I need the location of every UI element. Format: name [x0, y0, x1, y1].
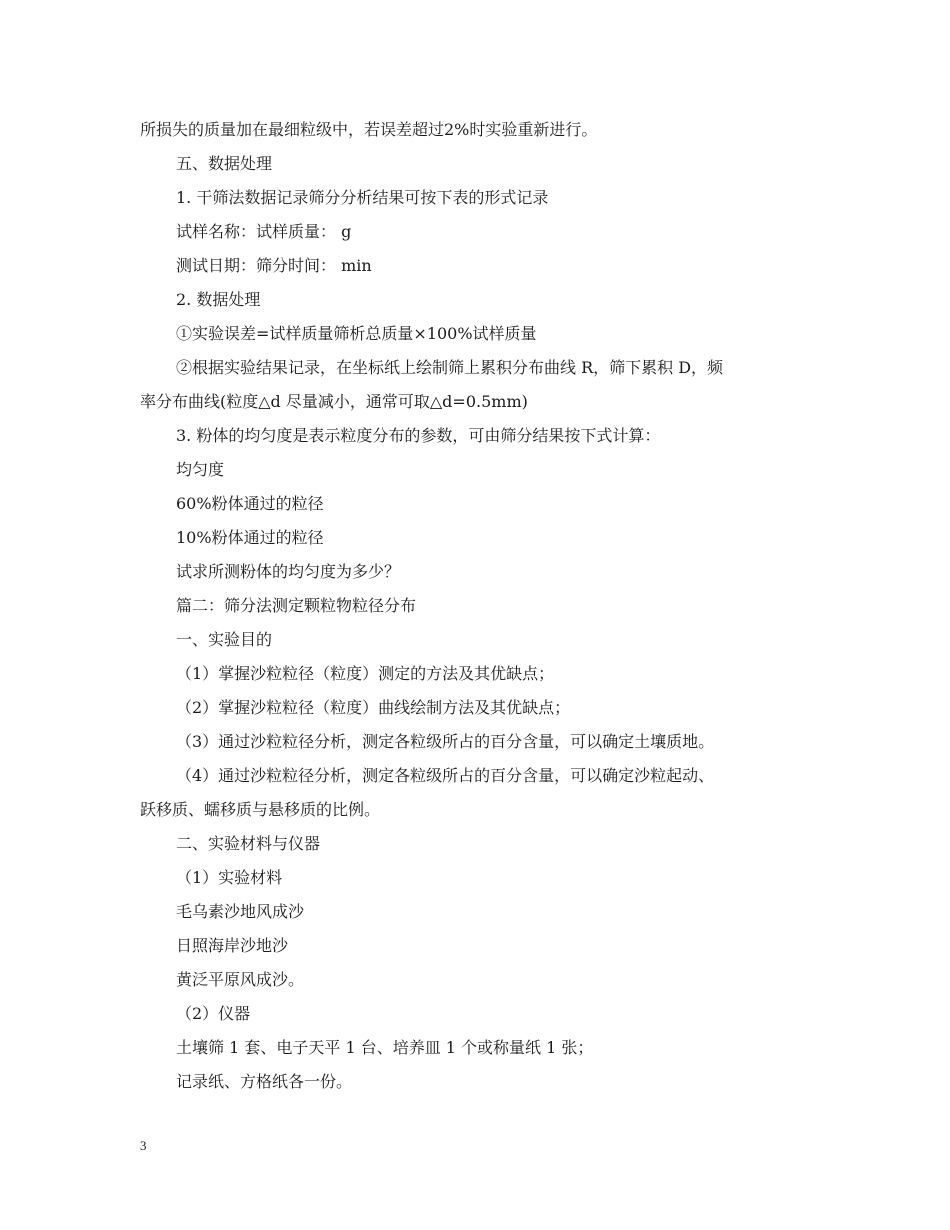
- section-heading-data-processing: 五、数据处理: [176, 154, 273, 173]
- text-line: 60%粉体通过的粒径: [176, 494, 324, 513]
- text-line: 跃移质、蠕移质与悬移质的比例。: [140, 800, 381, 819]
- page-number: 3: [140, 1138, 147, 1153]
- text-line: ②根据实验结果记录，在坐标纸上绘制筛上累积分布曲线 R，筛下累积 D，频: [176, 358, 724, 377]
- section-heading-materials: 二、实验材料与仪器: [176, 834, 321, 853]
- text-line: 2. 数据处理: [176, 290, 261, 309]
- text-line: 毛乌素沙地风成沙: [176, 902, 305, 921]
- section-heading-part-two: 篇二：筛分法测定颗粒物粒径分布: [176, 596, 417, 615]
- list-item: （4）通过沙粒粒径分析，测定各粒级所占的百分含量，可以确定沙粒起动、: [176, 766, 715, 785]
- text-line: 试求所测粉体的均匀度为多少？: [176, 562, 401, 581]
- text-line: 均匀度: [176, 460, 225, 479]
- text-line: 所损失的质量加在最细粒级中，若误差超过2%时实验重新进行。: [140, 120, 598, 139]
- text-line: 3. 粉体的均匀度是表示粒度分布的参数，可由筛分结果按下式计算：: [176, 426, 661, 445]
- list-item: （2）掌握沙粒粒径（粒度）曲线绘制方法及其优缺点；: [176, 698, 571, 717]
- section-heading-experiment-purpose: 一、实验目的: [176, 630, 273, 649]
- text-line: 1. 干筛法数据记录筛分分析结果可按下表的形式记录: [176, 188, 549, 207]
- list-item: （3）通过沙粒粒径分析，测定各粒级所占的百分含量，可以确定土壤质地。: [176, 732, 715, 751]
- text-line: 土壤筛 1 套、电子天平 1 台、培养皿 1 个或称量纸 1 张；: [176, 1038, 594, 1057]
- text-line: 10%粉体通过的粒径: [176, 528, 324, 547]
- text-line: ①实验误差=试样质量筛析总质量×100%试样质量: [176, 324, 537, 343]
- text-line: 率分布曲线(粒度△d 尽量减小，通常可取△d=0.5mm): [140, 392, 528, 411]
- text-line: 日照海岸沙地沙: [176, 936, 289, 955]
- list-item: （2）仪器: [176, 1004, 251, 1023]
- text-line: 记录纸、方格纸各一份。: [176, 1072, 353, 1091]
- list-item: （1）掌握沙粒粒径（粒度）测定的方法及其优缺点；: [176, 664, 555, 683]
- text-line: 试样名称：试样质量： g: [176, 222, 352, 241]
- list-item: （1）实验材料: [176, 868, 283, 887]
- text-line: 黄泛平原风成沙。: [176, 970, 305, 989]
- text-line: 测试日期：筛分时间： min: [176, 256, 372, 275]
